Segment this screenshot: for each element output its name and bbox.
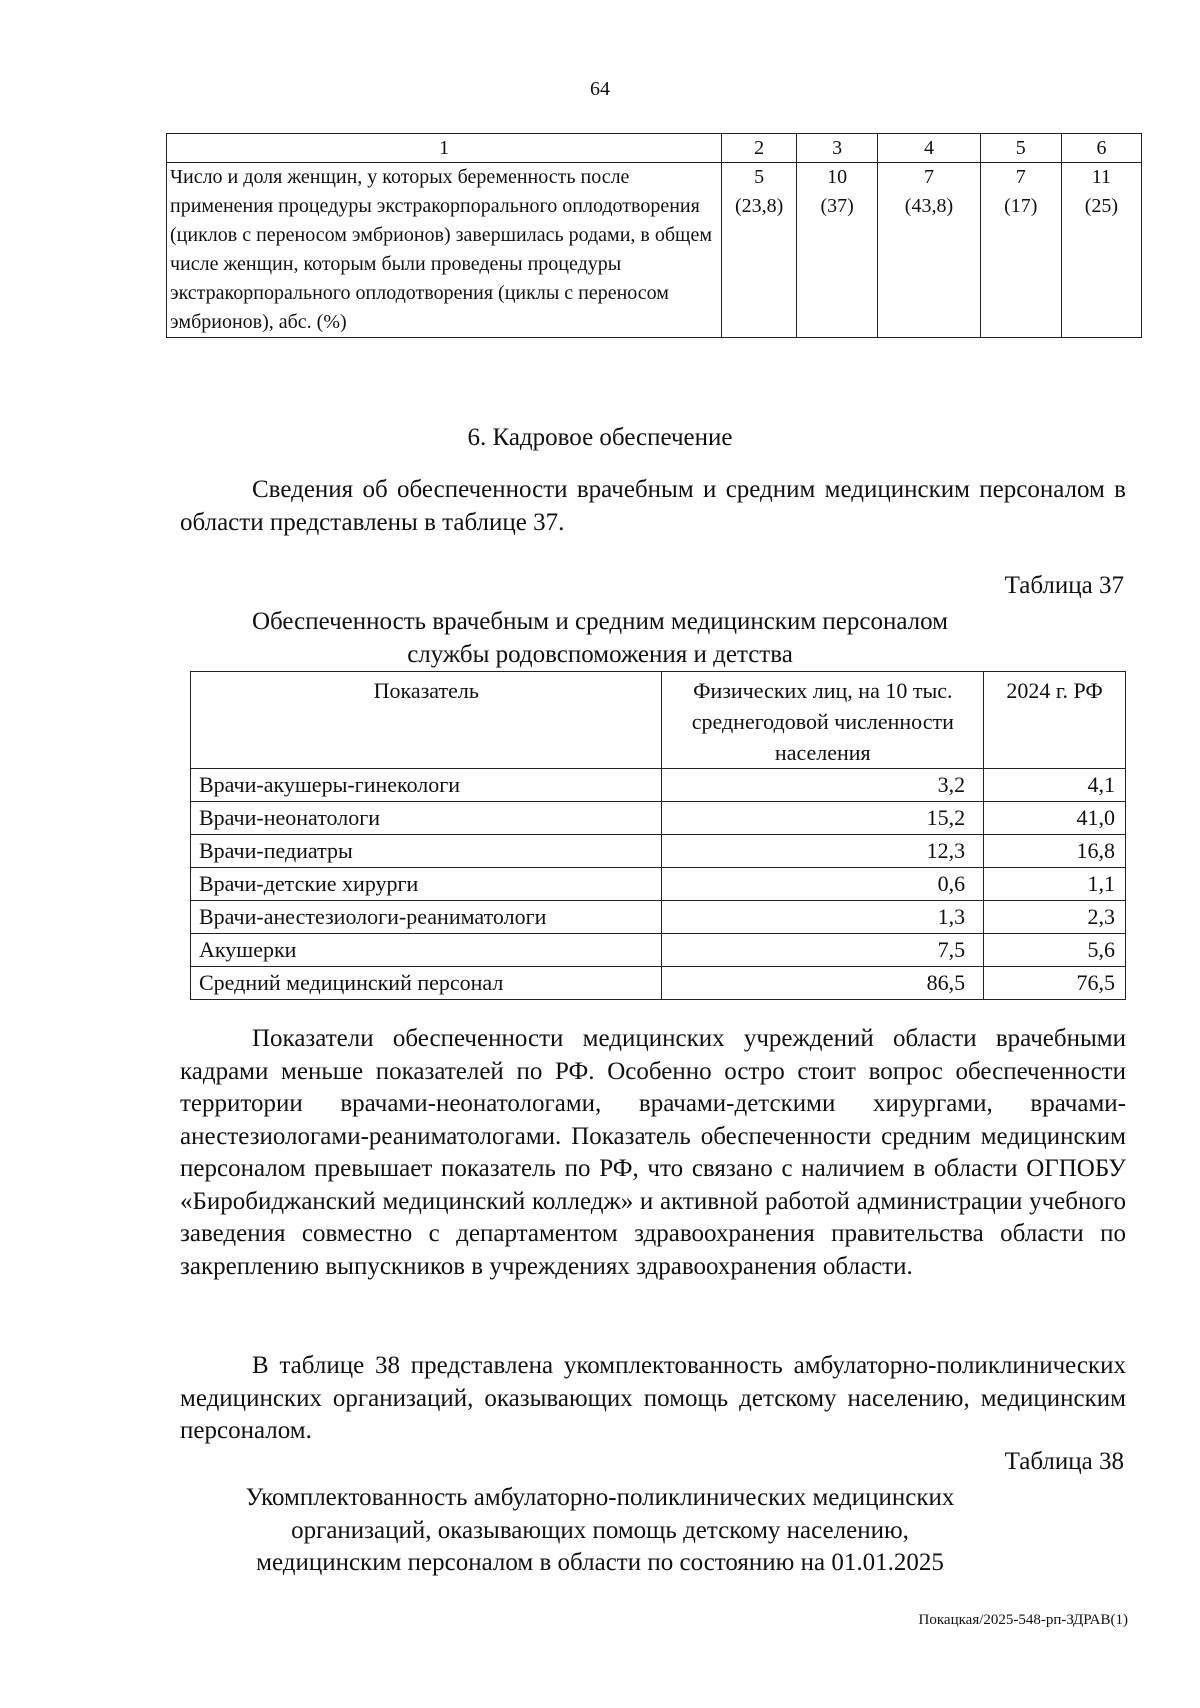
table-38-label: Таблица 38 bbox=[1004, 1448, 1124, 1475]
row-value: 7,5 bbox=[662, 934, 984, 967]
row-name: Врачи-неонатологи bbox=[191, 802, 662, 835]
table-row bbox=[167, 163, 1142, 338]
row-value: 3,2 bbox=[662, 769, 984, 802]
value-cell bbox=[980, 163, 1061, 338]
abs-value: 10 bbox=[827, 166, 848, 188]
pct-value: (17) bbox=[1004, 195, 1038, 217]
table-36-continuation bbox=[166, 133, 1142, 338]
row-value: 0,6 bbox=[662, 868, 984, 901]
row-rf-value: 16,8 bbox=[984, 835, 1126, 868]
table-38-title bbox=[0, 1482, 1200, 1580]
table-header-row bbox=[191, 672, 1126, 769]
row-name: Акушерки bbox=[191, 934, 662, 967]
table-38-intro-text: В таблице 38 представлена укомплектованность амбулаторно-поликлинических медицинских организаций, оказывающих помощь детскому населению, медицинским персоналом. bbox=[180, 1352, 1126, 1444]
pct-value: (43,8) bbox=[904, 195, 954, 217]
table-row bbox=[191, 967, 1126, 1000]
row-rf-value: 76,5 bbox=[984, 967, 1126, 1000]
column-number: 6 bbox=[1061, 134, 1141, 163]
value-cell bbox=[722, 163, 797, 338]
abs-value: 11 bbox=[1091, 166, 1112, 188]
abs-value: 5 bbox=[754, 166, 765, 188]
title-line: медицинским персоналом в области по состоянию на 01.01.2025 bbox=[256, 1549, 944, 1576]
row-rf-value: 2,3 bbox=[984, 901, 1126, 934]
row-rf-value: 1,1 bbox=[984, 868, 1126, 901]
abs-value: 7 bbox=[923, 166, 934, 188]
table-row bbox=[191, 835, 1126, 868]
document-footer-code: Покацкая/2025-548-рп-ЗДРАВ(1) bbox=[918, 1612, 1128, 1628]
table-row bbox=[191, 868, 1126, 901]
pct-value: (25) bbox=[1084, 195, 1119, 217]
column-header: Показатель bbox=[191, 672, 662, 769]
title-line: Обеспеченность врачебным и средним медицинским персоналом bbox=[251, 608, 948, 635]
table-row bbox=[191, 769, 1126, 802]
row-rf-value: 5,6 bbox=[984, 934, 1126, 967]
table-row bbox=[191, 901, 1126, 934]
page-number: 64 bbox=[590, 78, 610, 100]
table-header-row bbox=[167, 134, 1142, 163]
analysis-text: Показатели обеспеченности медицинских учреждений области врачебными кадрами меньше показателей по РФ. Особенно остро стоит вопрос обеспеченности территории врачами-неонатологами, врачами-детскими хирургами, врачами-анестезиологами-реаниматологами. Показатель обеспеченности средним медицинским персоналом превышает показатель по РФ, что связано с наличием в области ОГПОБУ «Биробиджанский медицинский колледж» и активной работой администрации учебного заведения совместно с департаментом здравоохранения правительства области по закреплению выпускников в учреждениях здравоохранения области. bbox=[180, 1025, 1126, 1280]
abs-value: 7 bbox=[1015, 166, 1026, 188]
column-number: 2 bbox=[722, 134, 797, 163]
column-number: 1 bbox=[167, 134, 722, 163]
column-header: Физических лиц, на 10 тыс. среднегодовой численности населения bbox=[662, 672, 984, 769]
table-37 bbox=[190, 671, 1126, 1000]
value-cell bbox=[797, 163, 878, 338]
row-name: Врачи-анестезиологи-реаниматологи bbox=[191, 901, 662, 934]
column-header: 2024 г. РФ bbox=[984, 672, 1126, 769]
table-37-title bbox=[0, 606, 1200, 671]
row-rf-value: 4,1 bbox=[984, 769, 1126, 802]
row-name: Средний медицинский персонал bbox=[191, 967, 662, 1000]
row-name: Врачи-педиатры bbox=[191, 835, 662, 868]
table-38-intro-paragraph bbox=[180, 1350, 1126, 1448]
row-description: Число и доля женщин, у которых беременность после применения процедуры экстракорпорального оплодотворения (циклов с переносом эмбрионов) завершилась родами, в общем числе женщин, которым были проведены процедуры экстракорпорального оплодотворения (циклы с переносом эмбрионов), абс. (%) bbox=[167, 163, 722, 338]
pct-value: (37) bbox=[820, 195, 854, 217]
title-line: организаций, оказывающих помощь детскому населению, bbox=[291, 1516, 909, 1544]
row-rf-value: 41,0 bbox=[984, 802, 1126, 835]
value-cell bbox=[878, 163, 981, 338]
table-37-label: Таблица 37 bbox=[1004, 572, 1124, 599]
row-name: Врачи-детские хирурги bbox=[191, 868, 662, 901]
row-value: 12,3 bbox=[662, 835, 984, 868]
intro-text: Сведения об обеспеченности врачебным и средним медицинским персоналом в области представлены в таблице 37. bbox=[180, 476, 1126, 536]
title-line: Укомплектованность амбулаторно-поликлинических медицинских bbox=[245, 1484, 955, 1511]
section-title: 6. Кадровое обеспечение bbox=[467, 424, 733, 451]
column-number: 5 bbox=[980, 134, 1061, 163]
column-number: 3 bbox=[797, 134, 878, 163]
analysis-paragraph bbox=[180, 1023, 1126, 1283]
title-line: службы родовспоможения и детства bbox=[407, 640, 793, 668]
intro-paragraph bbox=[180, 474, 1126, 539]
row-value: 15,2 bbox=[662, 802, 984, 835]
table-row bbox=[191, 934, 1126, 967]
table-row bbox=[191, 802, 1126, 835]
column-number: 4 bbox=[878, 134, 981, 163]
row-value: 1,3 bbox=[662, 901, 984, 934]
row-value: 86,5 bbox=[662, 967, 984, 1000]
row-name: Врачи-акушеры-гинекологи bbox=[191, 769, 662, 802]
pct-value: (23,8) bbox=[735, 195, 784, 217]
value-cell bbox=[1061, 163, 1141, 338]
